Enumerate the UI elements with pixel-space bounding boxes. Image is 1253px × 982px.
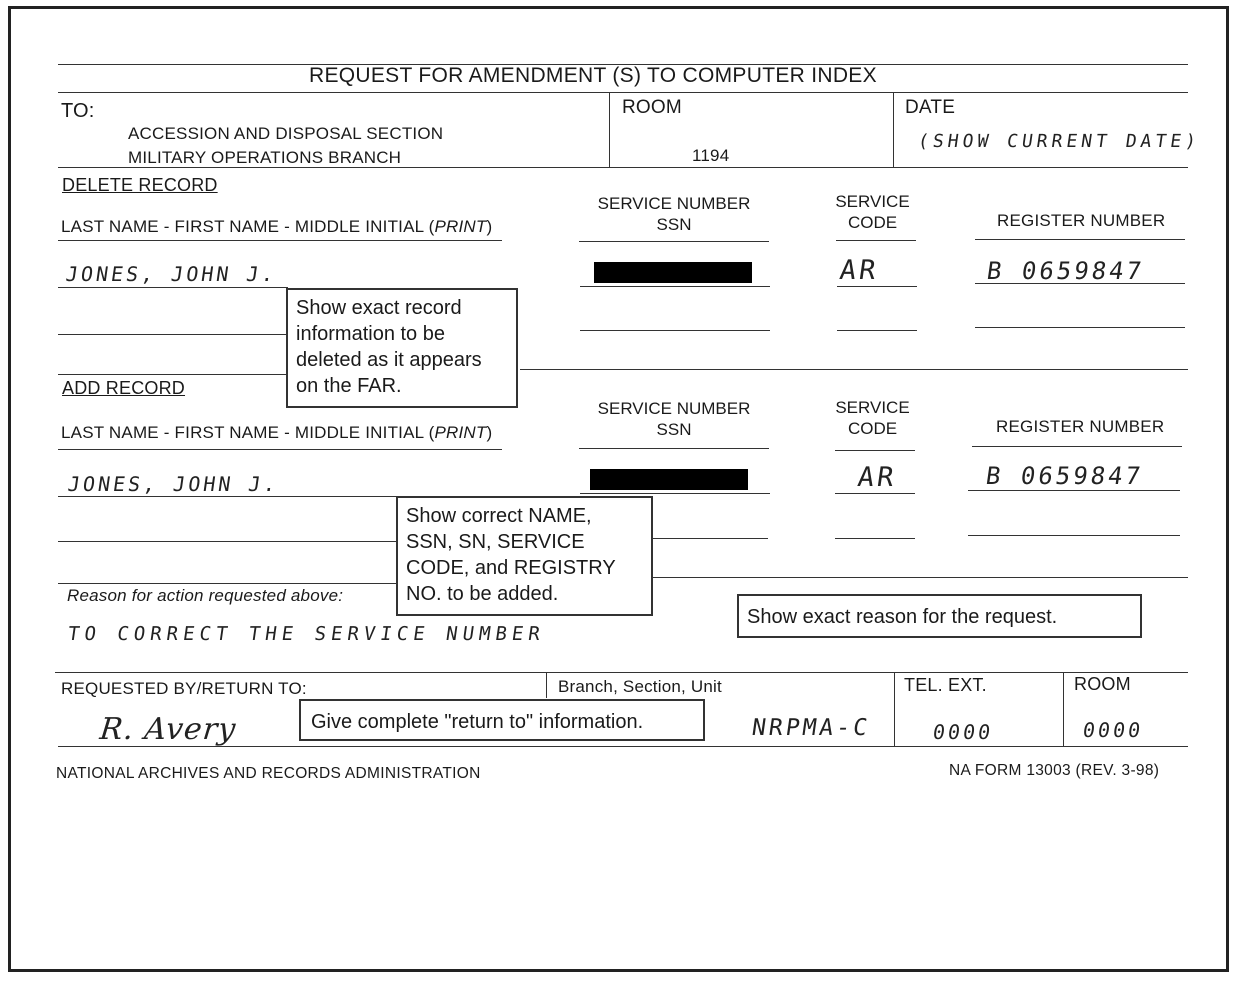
delete-name-header-rule (58, 240, 502, 241)
delete-service-code-label: SERVICE CODE (835, 192, 910, 232)
add-service-code-value: AR (855, 462, 899, 493)
form-title: REQUEST FOR AMENDMENT (S) TO COMPUTER INDEX (309, 64, 877, 87)
reason-label: Reason for action requested above: (67, 586, 344, 605)
add-instruction-callout: Show correct NAME, SSN, SN, SERVICE CODE, and REGISTRY NO. to be added. (396, 496, 653, 616)
to-room-divider (609, 92, 610, 167)
delete-name-row1-rule (58, 287, 288, 288)
add-name-value: JONES, JOHN J. (66, 472, 281, 496)
add-record-heading: ADD RECORD (62, 378, 186, 398)
room-value: 1194 (692, 146, 730, 165)
add-name-row2-rule (58, 541, 398, 542)
delete-name-label: LAST NAME - FIRST NAME - MIDDLE INITIAL (PRINT) (61, 217, 493, 236)
add-ssn-redaction (590, 469, 748, 490)
add-register-value: B 0659847 (984, 462, 1146, 490)
delete-register-row1-rule (975, 283, 1185, 284)
requested-room-value: 0000 (1081, 718, 1145, 742)
delete-sn-header-rule (579, 241, 769, 242)
branch-value: NRPMA-C (750, 715, 872, 741)
room-date-divider (893, 92, 894, 167)
room-divider (1063, 672, 1064, 746)
return-to-instruction-callout: Give complete "return to" information. (299, 699, 705, 741)
to-line2: MILITARY OPERATIONS BRANCH (128, 148, 402, 167)
add-sn-row1-rule (580, 493, 770, 494)
add-code-header-rule (835, 450, 915, 451)
add-sn-row2-rule (652, 538, 768, 539)
delete-register-label: REGISTER NUMBER (997, 211, 1166, 230)
delete-name-row2-rule (58, 334, 288, 335)
delete-service-number-label: SERVICE NUMBER SSN (597, 194, 751, 234)
delete-section-bottom-rule-left (58, 374, 288, 375)
requested-bottom-rule (58, 746, 1188, 747)
delete-section-bottom-rule (520, 369, 1188, 370)
branch-divider (546, 672, 547, 698)
add-sn-header-rule (579, 448, 769, 449)
tel-value: 0000 (931, 720, 995, 744)
delete-service-code-value: AR (837, 255, 881, 286)
delete-sn-row2-rule (580, 330, 770, 331)
delete-code-row2-rule (837, 330, 917, 331)
requested-top-rule (55, 672, 1188, 673)
delete-record-heading: DELETE RECORD (62, 175, 218, 195)
tel-label: TEL. EXT. (904, 675, 987, 695)
room-label: ROOM (622, 97, 682, 118)
header-bottom-rule (58, 167, 1188, 168)
add-service-code-label: SERVICE CODE (835, 398, 910, 438)
signature: R. Avery (98, 712, 238, 747)
add-code-row2-rule (835, 538, 915, 539)
footer-agency: NATIONAL ARCHIVES AND RECORDS ADMINISTRATION (56, 765, 481, 782)
delete-ssn-redaction (594, 262, 752, 283)
delete-register-row2-rule (975, 327, 1185, 328)
date-value: (SHOW CURRENT DATE) (916, 131, 1202, 152)
requested-by-label: REQUESTED BY/RETURN TO: (61, 679, 307, 698)
branch-label: Branch, Section, Unit (558, 677, 722, 696)
footer-form-number: NA FORM 13003 (REV. 3-98) (949, 762, 1160, 779)
add-name-header-rule (58, 449, 502, 450)
requested-room-label: ROOM (1074, 674, 1131, 694)
reason-instruction-callout: Show exact reason for the request. (737, 594, 1142, 638)
add-service-number-label: SERVICE NUMBER SSN (597, 399, 751, 439)
add-code-row1-rule (835, 493, 915, 494)
reason-value: TO CORRECT THE SERVICE NUMBER (66, 623, 547, 645)
delete-register-value: B 0659847 (985, 257, 1147, 285)
to-line1: ACCESSION AND DISPOSAL SECTION (128, 124, 444, 143)
add-register-label: REGISTER NUMBER (996, 417, 1165, 436)
title-bottom-rule (58, 92, 1188, 93)
to-label: TO: (61, 100, 95, 122)
add-section-bottom-rule (652, 577, 1188, 578)
add-register-row2-rule (968, 535, 1180, 536)
add-name-row1-rule (58, 496, 398, 497)
tel-divider (894, 672, 895, 746)
delete-code-row1-rule (837, 286, 917, 287)
add-name-label: LAST NAME - FIRST NAME - MIDDLE INITIAL (PRINT) (61, 423, 493, 442)
delete-code-header-rule (836, 240, 916, 241)
add-section-bottom-rule-left (58, 583, 398, 584)
delete-name-value: JONES, JOHN J. (64, 262, 279, 286)
add-register-row1-rule (968, 490, 1180, 491)
delete-instruction-callout: Show exact record information to be deleted as it appears on the FAR. (286, 288, 518, 408)
add-register-header-rule (972, 446, 1182, 447)
date-label: DATE (905, 97, 956, 118)
delete-register-header-rule (975, 239, 1185, 240)
delete-sn-row1-rule (580, 286, 770, 287)
